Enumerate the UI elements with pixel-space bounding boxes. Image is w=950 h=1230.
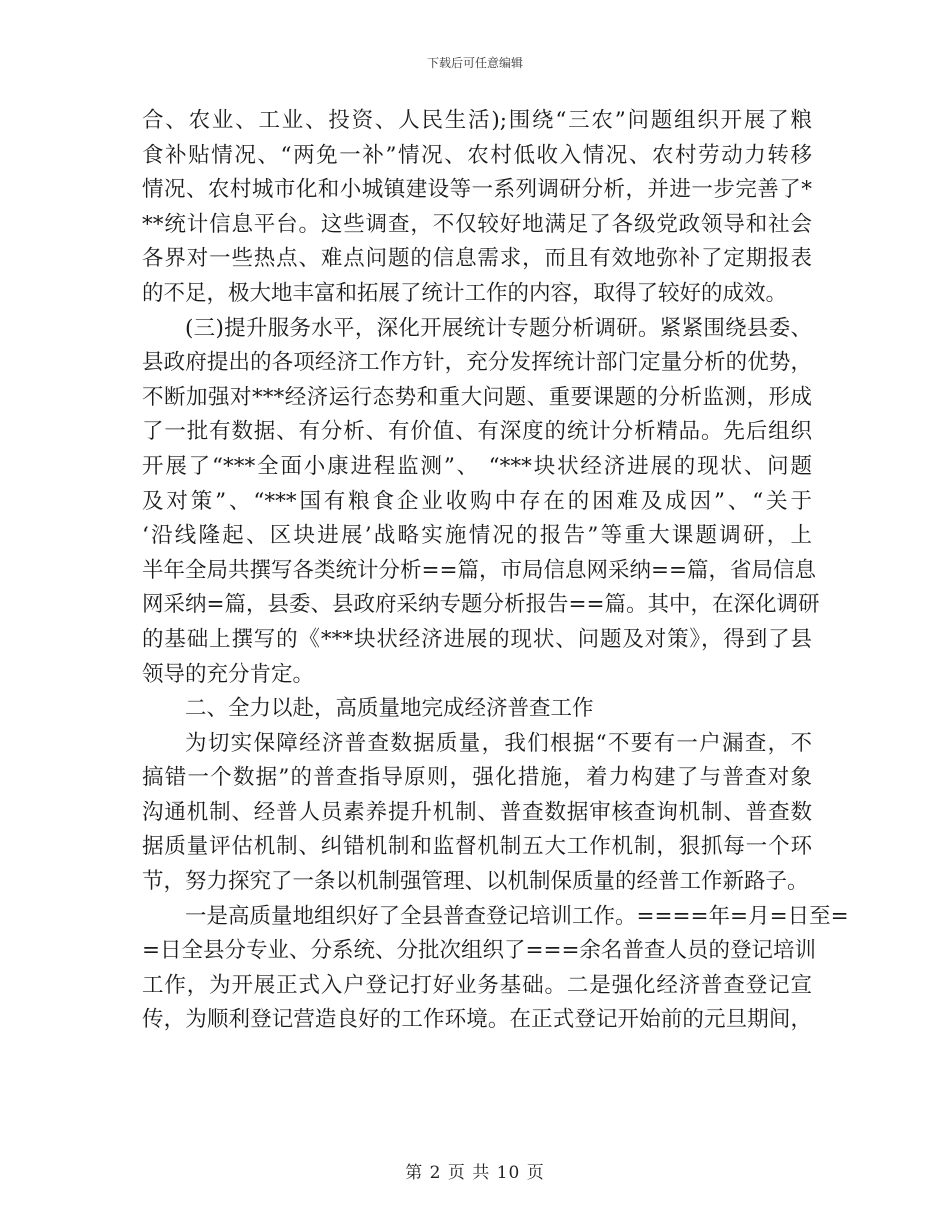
text-line: 节，努力探究了一条以机制强管理、以机制保质量的经普工作新路子。: [142, 869, 809, 895]
text-line: 半年全局共撰写各类统计分析==篇，市局信息网采纳==篇，省局信息: [142, 557, 817, 583]
text-line: 县政府提出的各项经济工作方针，充分发挥统计部门定量分析的优势，: [142, 350, 812, 376]
text-line: 一是高质量地组织好了全县普查登记培训工作。====年=月=日至=: [185, 903, 849, 929]
text-line: 的基础上撰写的《***块状经济进展的现状、问题及对策》，得到了县: [142, 626, 812, 652]
text-line: 传，为顺利登记营造良好的工作环境。在正式登记开始前的元旦期间，: [142, 1007, 812, 1033]
text-line: =日全县分专业、分系统、分批次组织了===余名普查人员的登记培训: [142, 938, 817, 964]
page-number: 第 2 页 共 10 页: [405, 1163, 545, 1183]
text-line: 搞错一个数据”的普查指导原则，强化措施，着力构建了与普查对象: [142, 765, 812, 791]
text-line: 的不足，极大地丰富和拓展了统计工作的内容，取得了较好的成效。: [142, 280, 788, 306]
text-line: 不断加强对***经济运行态势和重大问题、重要课题的分析监测，形成: [142, 384, 812, 410]
text-line: 据质量评估机制、纠错机制和监督机制五大工作机制，狠抓每一个环: [142, 834, 812, 860]
text-line: 情况、农村城市化和小城镇建设等一系列调研分析，并进一步完善了*: [142, 177, 812, 203]
text-line: 了一批有数据、有分析、有价值、有深度的统计分析精品。先后组织: [142, 419, 812, 445]
page-header: 下载后可任意编辑: [426, 56, 523, 70]
text-line: (三)提升服务水平，深化开展统计专题分析调研。紧紧围绕县委、: [185, 315, 812, 341]
text-line: 沟通机制、经普人员素养提升机制、普查数据审核查询机制、普查数: [142, 799, 812, 825]
text-line: 食补贴情况、“两免一补”情况、农村低收入情况、农村劳动力转移: [142, 142, 812, 168]
text-line: 各界对一些热点、难点问题的信息需求，而且有效地弥补了定期报表: [142, 246, 812, 272]
text-line: ‘沿线隆起、区块进展’战略实施情况的报告”等重大课题调研，上: [142, 523, 812, 549]
text-line: 合、农业、工业、投资、人民生活);围绕“三农”问题组织开展了粮: [142, 108, 812, 133]
text-line: 及对策”、“***国有粮食企业收购中存在的困难及成因”、“关于: [142, 488, 812, 514]
text-line: 工作，为开展正式入户登记打好业务基础。二是强化经济普查登记宣: [142, 972, 812, 998]
text-line: 二、全力以赴，高质量地完成经济普查工作: [185, 696, 594, 722]
document-body: [142, 104, 849, 1038]
text-line: 领导的充分肯定。: [142, 661, 315, 687]
text-line: 开展了“***全面小康进程监测”、 “***块状经济进展的现状、问题: [142, 453, 812, 479]
text-line: **统计信息平台。这些调查，不仅较好地满足了各级党政领导和社会: [142, 211, 812, 237]
text-line: 为切实保障经济普查数据质量，我们根据“不要有一户漏查，不: [185, 730, 812, 756]
text-line: 网采纳=篇，县委、县政府采纳专题分析报告==篇。其中，在深化调研: [142, 592, 820, 618]
